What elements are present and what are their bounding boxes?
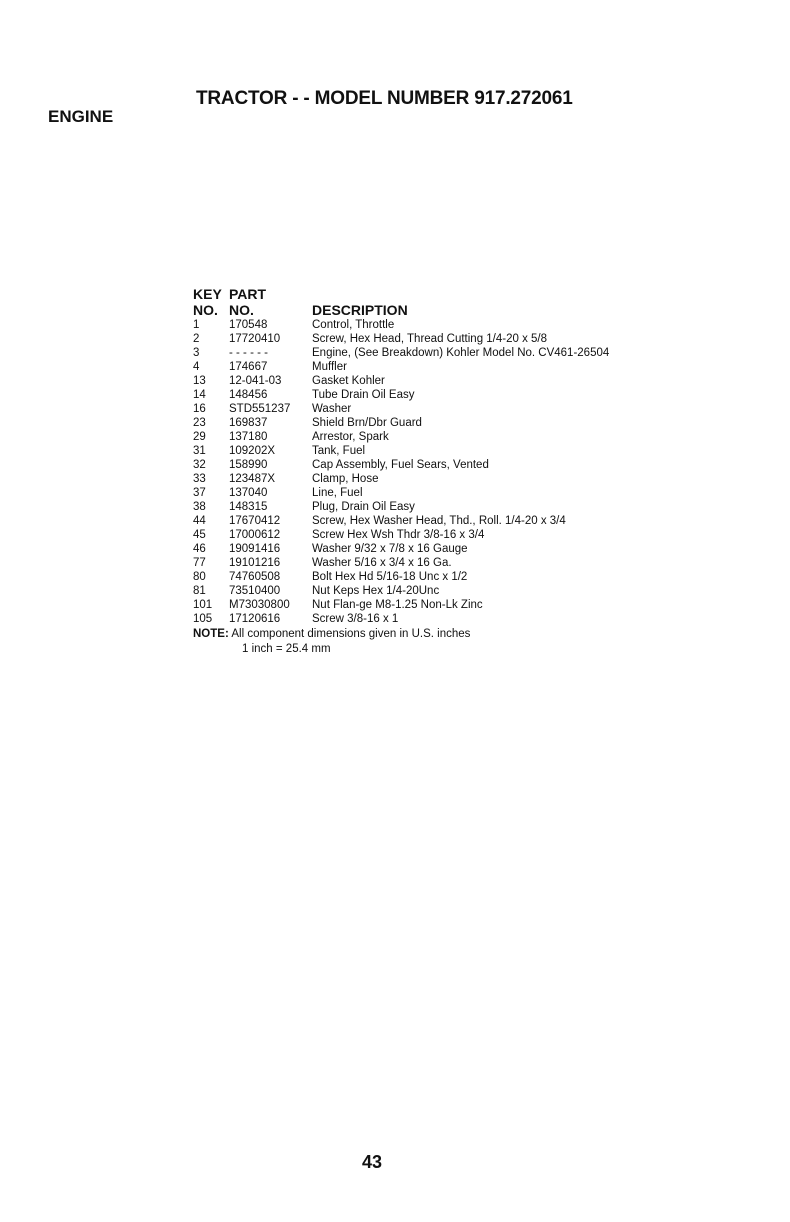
part-description: Nut Keps Hex 1/4-20Unc [312,585,440,597]
key-number: 38 [193,501,206,513]
section-heading: ENGINE [48,107,114,126]
table-row [193,612,672,626]
key-number: 14 [193,389,206,401]
parts-list [193,286,672,657]
part-number: 17720410 [229,333,281,345]
part-description: Washer [312,403,352,415]
key-number: 37 [193,487,206,499]
table-row [193,416,672,430]
table-row [193,514,672,528]
key-number: 45 [193,529,206,541]
key-number: 3 [193,347,200,359]
key-number: 31 [193,445,206,457]
part-description: Bolt Hex Hd 5/16-18 Unc x 1/2 [312,571,468,583]
table-row [193,402,672,416]
key-number: 77 [193,557,206,569]
table-row [193,332,672,346]
table-row [193,556,672,570]
part-description: Control, Throttle [312,319,395,331]
table-row [193,486,672,500]
key-number: 29 [193,431,206,443]
part-description: Cap Assembly, Fuel Sears, Vented [312,459,489,471]
part-description: Engine, (See Breakdown) Kohler Model No. CV461-26504 [312,347,610,359]
part-number: 73510400 [229,585,281,597]
table-row [193,346,672,360]
header-description: DESCRIPTION [312,302,408,318]
note [193,627,672,657]
table-row [193,570,672,584]
header-key-no: NO. [193,302,218,318]
key-number: 2 [193,333,200,345]
table-row [193,542,672,556]
table-row [193,388,672,402]
key-number: 33 [193,473,206,485]
table-row [193,430,672,444]
part-description: Tank, Fuel [312,445,366,457]
part-description: Clamp, Hose [312,473,379,485]
key-number: 101 [193,599,213,611]
table-row [193,528,672,542]
part-description: Line, Fuel [312,487,363,499]
key-number: 16 [193,403,206,415]
page-title: TRACTOR - - MODEL NUMBER 917.272061 [196,88,573,109]
part-number: 17000612 [229,529,281,541]
table-row [193,500,672,514]
table-header-row-1 [193,286,672,302]
part-number: 19091416 [229,543,281,555]
part-number: 148456 [229,389,268,401]
part-number: - - - - - - [229,347,268,359]
table-row [193,444,672,458]
part-number: 158990 [229,459,268,471]
key-number: 81 [193,585,206,597]
part-description: Washer 9/32 x 7/8 x 16 Gauge [312,543,468,555]
part-description: Gasket Kohler [312,375,385,387]
part-number: 137180 [229,431,268,443]
part-number: 17120616 [229,613,281,625]
key-number: 46 [193,543,206,555]
part-description: Nut Flan-ge M8-1.25 Non-Lk Zinc [312,599,483,611]
part-number: 12-041-03 [229,375,282,387]
table-row [193,360,672,374]
part-number: 137040 [229,487,268,499]
key-number: 32 [193,459,206,471]
key-number: 80 [193,571,206,583]
part-description: Muffler [312,361,347,373]
part-number: 148315 [229,501,268,513]
page-number: 43 [362,1152,383,1172]
key-number: 44 [193,515,206,527]
note-conversion: 1 inch = 25.4 mm [242,643,331,655]
part-description: Screw Hex Wsh Thdr 3/8-16 x 3/4 [312,529,485,541]
part-number: STD551237 [229,403,291,415]
table-row [193,458,672,472]
part-description: Plug, Drain Oil Easy [312,501,415,513]
part-number: 170548 [229,319,268,331]
part-number: 174667 [229,361,268,373]
key-number: 13 [193,375,206,387]
key-number: 23 [193,417,206,429]
header-part-no: NO. [229,302,254,318]
part-number: 123487X [229,473,276,485]
table-row [193,374,672,388]
part-number: M73030800 [229,599,290,611]
part-number: 74760508 [229,571,281,583]
part-description: Screw, Hex Washer Head, Thd., Roll. 1/4-20 x 3/4 [312,515,566,527]
key-number: 1 [193,319,200,331]
table-row [193,584,672,598]
key-number: 105 [193,613,213,625]
header-key-label: KEY [193,286,222,302]
table-row [193,472,672,486]
part-description: Arrestor, Spark [312,431,389,443]
part-number: 169837 [229,417,268,429]
part-description: Screw 3/8-16 x 1 [312,613,399,625]
part-description: Shield Brn/Dbr Guard [312,417,422,429]
part-description: Tube Drain Oil Easy [312,389,415,401]
part-description: Screw, Hex Head, Thread Cutting 1/4-20 x 5/8 [312,333,548,345]
note-label: NOTE: [193,628,229,640]
table-header-row-2 [193,302,672,318]
header-part-label: PART [229,286,267,302]
part-number: 19101216 [229,557,281,569]
note-text: All component dimensions given in U.S. inches [231,628,471,640]
table-body [193,318,672,626]
part-description: Washer 5/16 x 3/4 x 16 Ga. [312,557,452,569]
table-row [193,318,672,332]
part-number: 109202X [229,445,276,457]
table-row [193,598,672,612]
key-number: 4 [193,361,200,373]
part-number: 17670412 [229,515,281,527]
